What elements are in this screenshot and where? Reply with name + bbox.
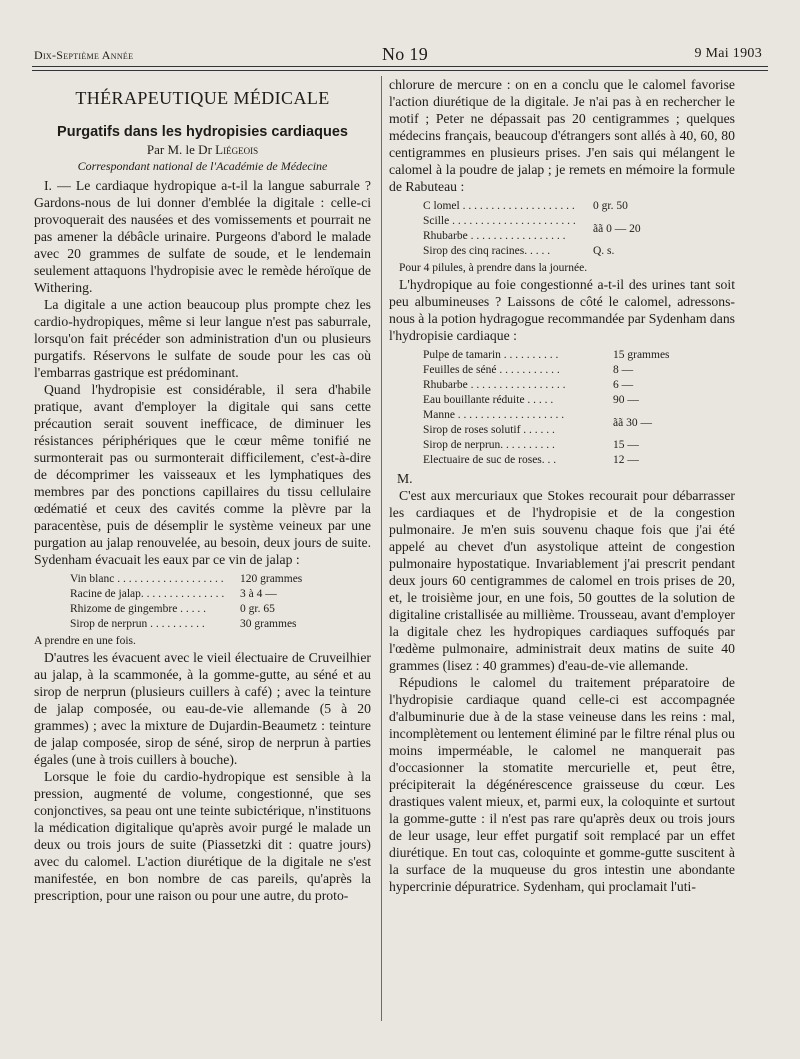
recipe-row: [423, 453, 670, 468]
quantity: 0 gr. 50: [593, 200, 628, 212]
recipe-rabuteau: [423, 199, 641, 259]
paragraph: L'hydropique au foie congestionné a-t-il des urines tant soit peu albumineuses ? Laissons de côté le calomel, adressons-nous à la potion hydragogue recommandée par Sydenham dans l'hydropisie cardiaque :: [389, 277, 735, 343]
quantity: 3 à 4 —: [240, 588, 277, 600]
paragraph: Répudions le calomel du traitement préparatoire de l'hydropisie cardiaque quand celle-ci est accompagnée d'albuminurie due à de la stase veineuse dans les reins : mal, incomplètement ou lentement éliminé par le filtre rénal plus ou moins imperméable, le calomel ne manquerait pas d'occasionner la stomatite mercurielle et, peut être, précipiterait la dégénérescence graisseuse du cœur. Les drastiques valent mieux, et, parmi eux, la coloquinte et surtout la gomme-gutte : il n'est pas rare qu'après deux ou trois jours de leur usage, leur effet purgatif soit remplacé par un effet diurétique. En tout cas, coloquinte et gomme-gutte suscitent à la surface de la muqueuse du gros intestin une abondante hypercrinie dépuratrice. Sydenham, qui proclamait l'uti-: [389, 675, 735, 894]
paragraph: chlorure de mercure : on en a conclu que le calomel favorise l'action diurétique de la digitale. Je n'ai pas à en rechercher le motif ; Peter ne dépassait pas 20 centigrammes ; quelques médecins français, beaucoup d'étrangers sont allés à 40, 60, 80 centigrammes en plusieurs prises. J'en sais qui mélangent le calomel à la poudre de jalap ; je remets en mémoire la formule de Rabuteau :: [389, 77, 735, 194]
issue-date: 9 Mai 1903: [694, 46, 762, 61]
ingredient: Scille . . . . . . . . . . . . . . . . . . . . . .: [423, 215, 576, 227]
ingredient: Sirop de nerprun . . . . . . . . . .: [70, 618, 205, 630]
ingredient: C lomel . . . . . . . . . . . . . . . . . . . .: [423, 200, 575, 212]
issue-number: No 19: [382, 44, 428, 64]
ingredient: Eau bouillante réduite . . . . .: [423, 394, 554, 406]
ingredient: Sirop de nerprun. . . . . . . . . .: [423, 439, 555, 451]
recipe-signature: M.: [397, 471, 413, 486]
recipe-row: [423, 378, 670, 393]
byline-prefix: Par M. le Dr: [146, 142, 212, 157]
recipe-row: [423, 244, 641, 259]
ingredient: Rhubarbe . . . . . . . . . . . . . . . . .: [423, 230, 566, 242]
recipe-row: [423, 199, 641, 214]
ingredient: Racine de jalap. . . . . . . . . . . . . . .: [70, 588, 225, 600]
page-header: [32, 44, 768, 66]
paragraph: D'autres les évacuent avec le vieil électuaire de Cruveilhier au jalap, à la scammonée, à la gomme-gutte, au séné et au sirop de nerprun (plusieurs cuillers à café) ; avec la teinture de jalap composée, ou eau-de-vie allemande (5 à 20 grammes) ; avec la mixture de Dujardin-Beaumetz : teinture de jalap composée, sirop de séné, sirop de nerprun à parties égales (une à trois cuillers à bouche).: [34, 650, 371, 767]
recipe-row: [423, 214, 641, 229]
left-column: [34, 76, 371, 904]
column-divider: [381, 76, 382, 1021]
recipe-row: [423, 438, 670, 453]
recipe-row: [70, 602, 302, 617]
year-label: Dix-Septième Année: [34, 48, 134, 62]
paragraph: Quand l'hydropisie est considérable, il sera d'habile pratique, avant d'employer la digitale qui sans cette précaution serait souvent inefficace, de diminuer les résistances périphériques que le cœur même tonifié ne surmonterait pas ou surmonterait difficilement, c'est-à-dire de décomprimer les vaisseaux et les lymphatiques des membres par des ponctions capillaires du tissu cellulaire œdématié et ceux des cavités comme la plèvre par la paracentèse, puis de désemplir le système veineux par une purgation au jalap renouvelée, au besoin, deux jours de suite. Sydenham évacuait les eaux par ce vin de jalap :: [34, 382, 371, 567]
quantity: 6 —: [613, 379, 634, 391]
recipe-row: [423, 348, 670, 363]
recipe-hydragogue-potion: [423, 348, 670, 468]
ingredient: Rhubarbe . . . . . . . . . . . . . . . . .: [423, 379, 566, 391]
quantity: 15 grammes: [613, 349, 670, 361]
author-affiliation: Correspondant national de l'Académie de Médecine: [77, 159, 328, 173]
paragraph: La digitale a une action beaucoup plus prompte chez les cardio-hydropiques, même si leur langue n'est pas saburrale, lorsqu'on fait précéder son administration d'un ou plusieurs purgatifs. Réservons le sulfate de soude pour les cas où l'embarras gastrique est prédominant.: [34, 297, 371, 380]
ingredient: Electuaire de suc de roses. . .: [423, 454, 557, 466]
quantity: ãã 0 — 20: [593, 222, 641, 235]
article-title: Purgatifs dans les hydropisies cardiaques: [57, 124, 348, 140]
quantity: ãã 30 —: [613, 416, 652, 429]
recipe-row: [70, 572, 302, 587]
ingredient: Manne . . . . . . . . . . . . . . . . . . .: [423, 409, 565, 421]
author-name: Liégeois: [215, 142, 259, 157]
paragraph: C'est aux mercuriaux que Stokes recourait pour débarrasser les cardiaques et de l'hydropisie et de la congestion pulmonaire. Je m'en suis souvenu chaque fois que j'ai été appelé au chevet d'un asystolique atteint de congestion pulmonaire hypostatique. Invariablement j'ai prescrit pendant deux jours 60 centigrammes de calomel en trois prises de 20, et, le troisième jour, en une fois, 50 gouttes de la solution de digitaline cristallisée au millième. Trousseau, avant d'employer la digitale chez les hydropiques cardiaques suffoqués par l'œdème pulmonaire, administrait deux matins de suite 40 grammes (lisez : 40 grammes) d'eau-de-vie allemande.: [389, 488, 735, 673]
recipe-note: A prendre en une fois.: [34, 635, 136, 647]
recipe-row: [423, 363, 670, 378]
byline: [34, 141, 371, 158]
paragraph: I. — Le cardiaque hydropique a-t-il la langue saburrale ? Gardons-nous de lui donner d'emblée la digitale : celle-ci provoquerait des nausées et des vomissements et pourrait ne pas amener la débâcle urinaire. Purgeons d'abord le malade avec 20 grammes de sulfate de soude, et le lendemain seulement attaquons l'hydropisie avec le remède héroïque de Withering.: [34, 178, 371, 295]
ingredient: Sirop de roses solutif . . . . . .: [423, 424, 555, 436]
quantity: 120 grammes: [240, 573, 303, 585]
paragraph: Lorsque le foie du cardio-hydropique est sensible à la pression, augmenté de volume, congestionné, que ses conjonctives, sa peau ont une teinte subictérique, n'instituons la médication digitalique qu'après avoir purgé le malade un deux ou trois jours de suite (Piassetzki dit : quatre jours) avec du calomel. L'action diurétique de la digitale ne s'est manifestée, en bon nombre de cas pareils, qu'après la prescription, pour une raison ou pour une autre, du proto-: [34, 769, 371, 903]
quantity: 90 —: [613, 394, 639, 406]
quantity: 15 —: [613, 439, 639, 451]
header-rule: [32, 66, 768, 67]
recipe-row: [70, 587, 302, 602]
quantity: Q. s.: [593, 245, 615, 257]
recipe-row: [423, 393, 670, 408]
ingredient: Feuilles de séné . . . . . . . . . . .: [423, 364, 560, 376]
recipe-row: [70, 617, 302, 632]
quantity: 12 —: [613, 454, 639, 466]
quantity: 0 gr. 65: [240, 603, 275, 615]
ingredient: Rhizome de gingembre . . . . .: [70, 603, 207, 615]
ingredient: Vin blanc . . . . . . . . . . . . . . . . . . .: [70, 573, 224, 585]
ingredient: Sirop des cinq racines. . . . .: [423, 245, 551, 257]
recipe-jalap-wine: [70, 572, 302, 632]
section-title: THÉRAPEUTIQUE MÉDICALE: [75, 88, 330, 108]
recipe-row: [423, 408, 670, 423]
recipe-note: Pour 4 pilules, à prendre dans la journée.: [399, 262, 588, 274]
right-column: [389, 76, 735, 895]
quantity: 30 grammes: [240, 618, 297, 630]
header-rule-thin: [32, 70, 768, 71]
quantity: 8 —: [613, 364, 634, 376]
ingredient: Pulpe de tamarin . . . . . . . . . .: [423, 349, 559, 361]
